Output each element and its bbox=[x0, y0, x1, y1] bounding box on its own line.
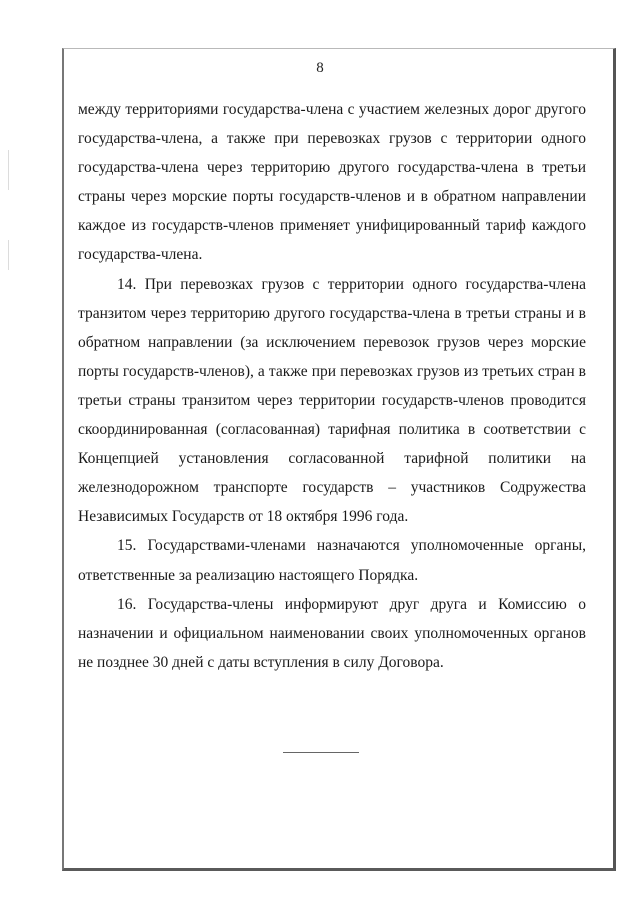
paragraph-14: 14. При перевозках грузов с территории одного государства-члена транзитом через территорию другого государства-члена в третьи страны и в обратном направлении (за исключением перевозок грузов через морские порты государств-членов), а также при перевозках грузов из третьих стран в третьи страны транзитом через территории государств-членов проводится скоординированная (согласованная) тарифная политика в соответствии с Концепцией установления согласованной тарифной политики на железнодорожном транспорте государств – участников Содружества Независимых Государств от 18 октября 1996 года. bbox=[78, 275, 586, 526]
document-body bbox=[78, 95, 586, 677]
scan-edge-mark bbox=[8, 240, 9, 270]
end-of-document-rule bbox=[283, 752, 359, 753]
page-number: 8 bbox=[316, 60, 324, 76]
paragraph-16: 16. Государства-члены информируют друг друга и Комиссию о назначении и официальном наименовании своих уполномоченных органов не позднее 30 дней с даты вступления в силу Договора. bbox=[78, 595, 586, 671]
scan-edge-mark bbox=[8, 150, 9, 190]
paragraph-continued: между территориями государства-члена с участием железных дорог другого государства-члена, а также при перевозках грузов с территории одного государства-члена через территорию другого государства-члена в третьи страны через морские порты государств-членов и в обратном направлении каждое из государств-членов применяет унифицированный тариф каждого государства-члена. bbox=[78, 101, 586, 264]
paragraph-15: 15. Государствами-членами назначаются уполномоченные органы, ответственные за реализацию настоящего Порядка. bbox=[78, 537, 586, 584]
